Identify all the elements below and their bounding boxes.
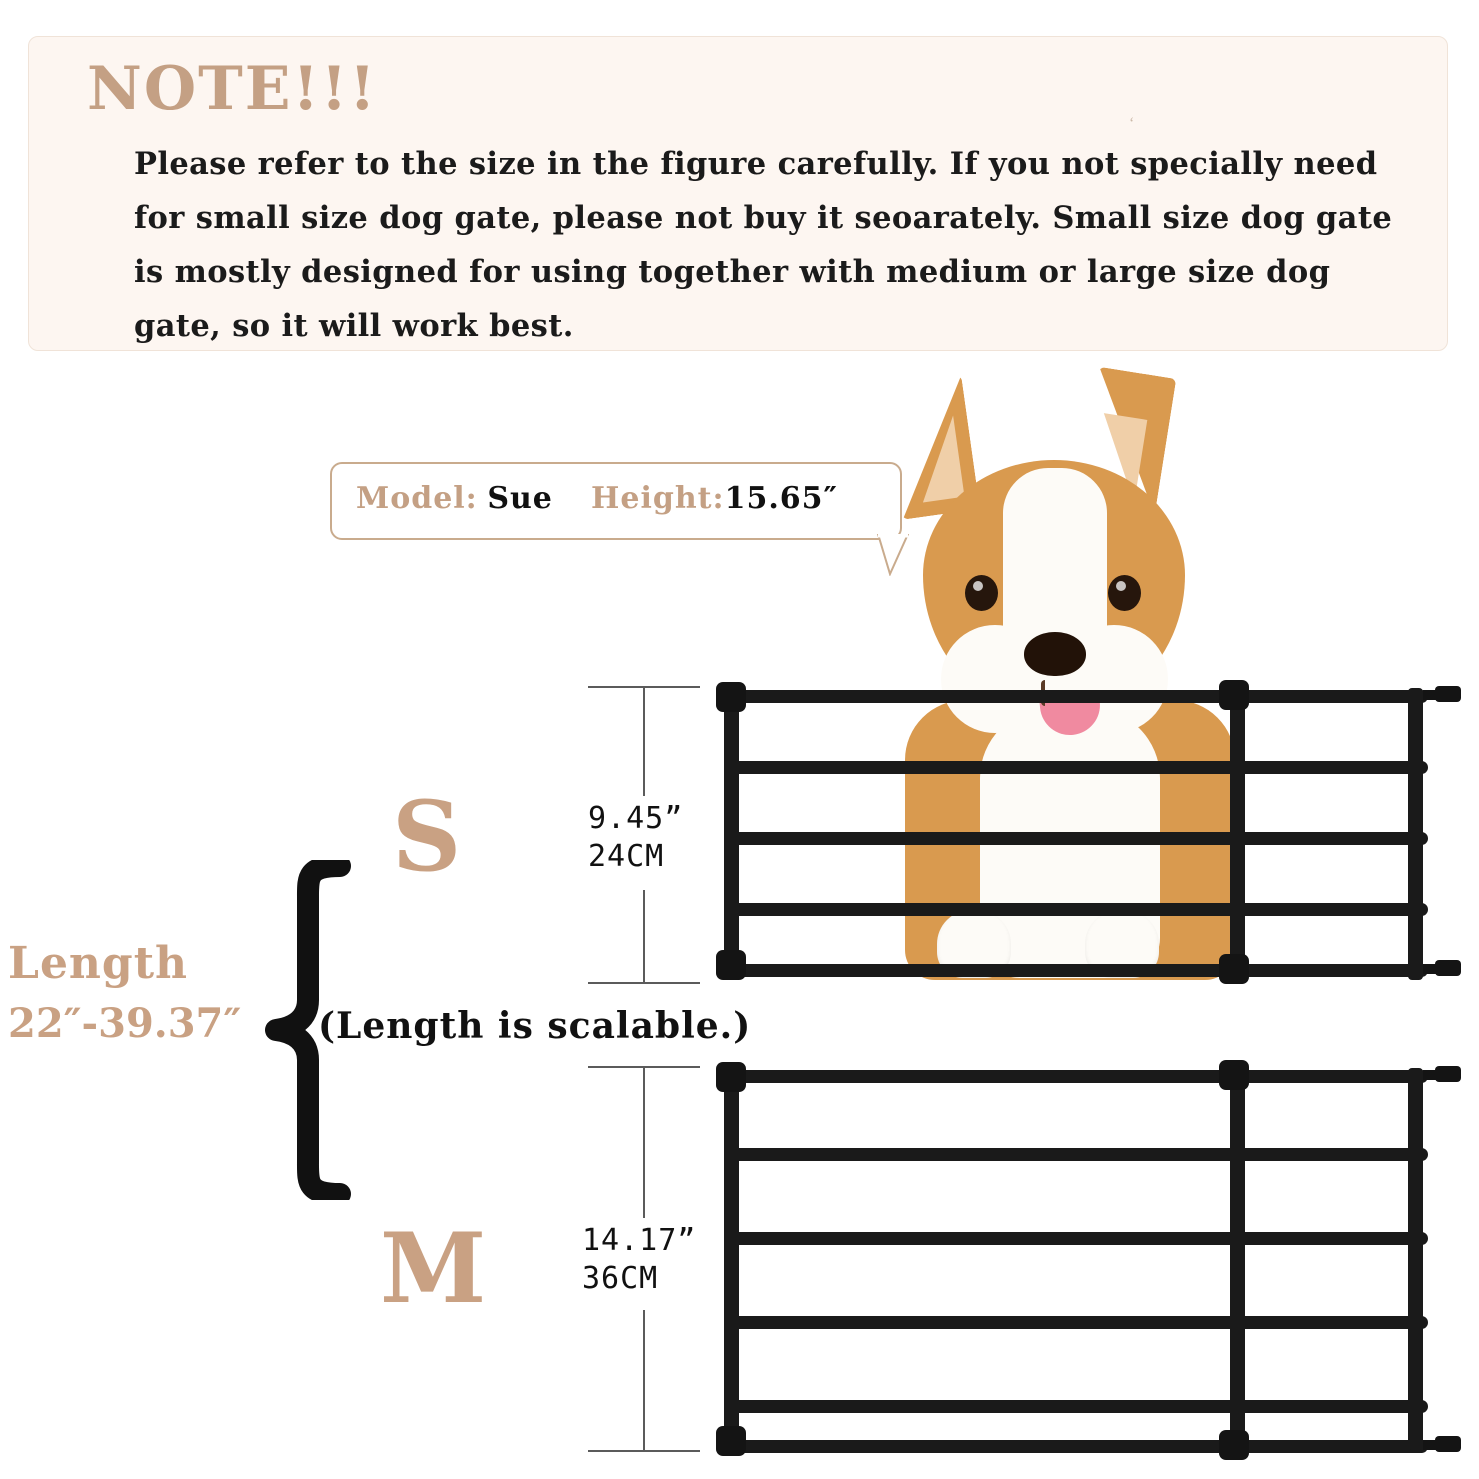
gate-post-right xyxy=(1408,1068,1423,1450)
dog-nose xyxy=(1024,632,1086,676)
dimension-small-cm: 24CM xyxy=(588,839,665,874)
gate-latch-top xyxy=(1219,1060,1249,1090)
dimension-medium-cm: 36CM xyxy=(582,1261,659,1296)
gate-rail xyxy=(728,1316,1428,1329)
gate-rail xyxy=(728,1148,1428,1161)
gate-post-left xyxy=(724,688,739,980)
gate-post-middle xyxy=(1230,1064,1245,1454)
gate-rail xyxy=(728,1440,1428,1453)
dimension-small-inches: 9.45” xyxy=(588,801,684,836)
model-value: Sue xyxy=(487,481,553,516)
height-label: Height: xyxy=(591,481,725,516)
speech-bubble-tail-icon xyxy=(876,534,910,576)
gate-rail xyxy=(728,964,1428,977)
model-info-text xyxy=(356,481,838,516)
dimension-line-upper xyxy=(643,1066,645,1218)
size-label-medium: M xyxy=(380,1212,487,1325)
dimension-medium-inches: 14.17” xyxy=(582,1223,697,1258)
gate-mount-top-left xyxy=(716,1062,746,1092)
note-callout-box xyxy=(28,36,1448,351)
gate-post-middle xyxy=(1230,684,1245,984)
length-label: Length xyxy=(8,938,189,989)
gate-screw-bottom xyxy=(1435,960,1461,976)
note-body-text: Please refer to the size in the figure carefully. If you not specially need for small size dog gate, please not buy it seoarately. Small size dog gate is mostly designed for using together with medium or large size dog gate, so it will work best. xyxy=(134,146,1393,344)
gate-mount-bottom-left xyxy=(716,950,746,980)
dimension-tick-bottom xyxy=(588,982,700,984)
gate-mount-bottom-left xyxy=(716,1426,746,1456)
dimension-line-upper xyxy=(643,686,645,796)
gate-rail xyxy=(728,832,1428,845)
length-scalable-note: (Length is scalable.) xyxy=(318,1005,752,1047)
apostrophe-mark-icon: ʻ xyxy=(1129,115,1135,132)
dog-left-eye xyxy=(965,575,998,611)
gate-latch-top xyxy=(1219,680,1249,710)
model-info-bubble xyxy=(330,462,902,540)
gate-rail xyxy=(728,903,1428,916)
dog-right-eye xyxy=(1108,575,1141,611)
gate-screw-top xyxy=(1435,686,1461,702)
gate-latch-bottom xyxy=(1219,1430,1249,1460)
gate-rail xyxy=(728,1070,1428,1083)
gate-post-left xyxy=(724,1068,739,1450)
dog-gate-small xyxy=(700,678,1460,998)
gate-mount-top-left xyxy=(716,682,746,712)
gate-rail xyxy=(728,1232,1428,1245)
gate-rail xyxy=(728,761,1428,774)
note-title: NOTE!!! xyxy=(87,54,378,124)
gate-rail xyxy=(728,1400,1428,1413)
dimension-tick-bottom xyxy=(588,1450,700,1452)
dimension-line-lower xyxy=(643,1310,645,1450)
length-range-value: 22″-39.37″ xyxy=(8,1000,242,1047)
dog-gate-medium xyxy=(700,1058,1460,1458)
size-label-small: S xyxy=(392,780,462,893)
gate-screw-top xyxy=(1435,1066,1461,1082)
model-label: Model: xyxy=(356,481,478,516)
dimension-line-lower xyxy=(643,890,645,982)
gate-screw-bottom xyxy=(1435,1436,1461,1452)
height-value: 15.65″ xyxy=(724,481,838,516)
gate-rail xyxy=(728,690,1428,703)
gate-post-right xyxy=(1408,688,1423,980)
gate-latch-bottom xyxy=(1219,954,1249,984)
